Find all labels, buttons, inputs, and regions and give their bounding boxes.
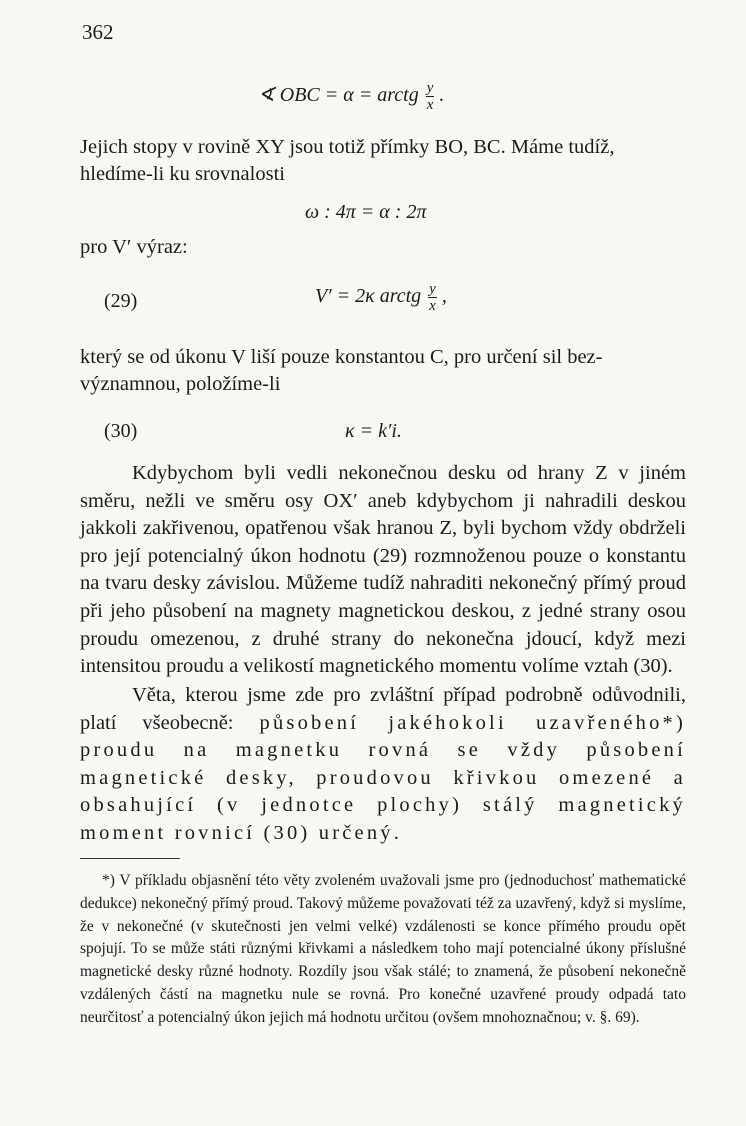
equation-ratio: ω : 4π = α : 2π bbox=[305, 201, 427, 223]
fraction-denominator: x bbox=[426, 97, 434, 113]
text-line-5: významnou, položíme-li bbox=[80, 373, 281, 395]
fraction-y-over-x bbox=[426, 80, 435, 113]
paragraph-veta-intro: Věta, kterou jsme zde pro zvláštní případ podrobně odůvodnili, platí všeobecně: bbox=[80, 684, 686, 734]
footnote: *) V příkladu objasnění této věty zvoleném uvažovali jsme pro (jednoduchosť mathematické dedukce) nekonečný přímý proud. Takový můžeme považovati též za uzavřený, když si myslíme, že v nekonečné (v skutečnosti jen velmi velké) vzdálenosti se konce přímého proudu opět spojují. To se může státi různými křivkami a následkem toho mají potencialné úkony příslušné magnetické desky různé hodnoty. Rozdíly jsou však stálé; to znamená, že působení nekonečně vzdálených částí na magnetku nule se rovná. Pro konečné uzavřené proudy odpadá tato neurčitosť a potencialný úkon jejich má hodnotu určitou (ovšem mnohoznačnou; v. §. 69). bbox=[80, 872, 686, 1026]
fraction-numerator: y bbox=[426, 80, 434, 96]
text-line-1: Jejich stopy v rovině XY jsou totiž přímky BO, BC. Máme tudíž, bbox=[80, 136, 615, 158]
fraction-numerator-29: y bbox=[429, 281, 436, 297]
equation-number-30: (30) bbox=[104, 420, 138, 442]
paragraph-veta-emphasis: působení jakéhokoli uzavřeného*) proudu na magnetku rovná se vždy působení magnetické desky, proudovou křivkou omezené a obsahující (v jednotce plochy) stálý magnetický moment rovnicí (30) určený. bbox=[80, 711, 686, 844]
text-line-2: hledíme-li ku srovnalosti bbox=[80, 163, 285, 185]
equation-30: κ = k′i. bbox=[345, 420, 402, 442]
equation-number-29: (29) bbox=[104, 290, 138, 312]
equation-angle bbox=[258, 80, 444, 113]
text-line-3: pro V′ výraz: bbox=[80, 236, 188, 258]
paragraph-veta bbox=[80, 682, 686, 848]
footnote-divider bbox=[80, 858, 180, 859]
equation-29-tail: , bbox=[441, 285, 447, 308]
equation-angle-tail: . bbox=[439, 84, 445, 107]
page-number: 362 bbox=[82, 20, 114, 44]
equation-angle-lhs: ∢ OBC = α = arctg bbox=[258, 84, 419, 107]
paragraph-desky: Kdybychom byli vedli nekonečnou desku od hrany Z v jiném směru, nežli ve směru osy OX′ aneb kdybychom ji nahradili deskou jakkoli zakřivenou, opatřenou však hranou Z, byli bychom vždy obdrželi pro její potencialný úkon hodnotu (29) rozmnoženou pouze o konstantu na tvaru desky závislou. Můžeme tudíž nahraditi nekonečný přímý proud při jeho působení na magnety magnetickou deskou, z jedné strany osou proudu omezenou, z druhé strany do nekonečna jdoucí, když mezi intensitou proudu a velikostí magnetického momentu volíme vztah (30). bbox=[80, 462, 686, 678]
fraction-y-over-x-29 bbox=[428, 281, 437, 314]
equation-29 bbox=[315, 281, 447, 314]
equation-29-lhs: V′ = 2κ arctg bbox=[315, 285, 422, 308]
text-line-4: který se od úkonu V liší pouze konstantou C, pro určení sil bez- bbox=[80, 346, 603, 368]
fraction-denominator-29: x bbox=[429, 298, 436, 314]
